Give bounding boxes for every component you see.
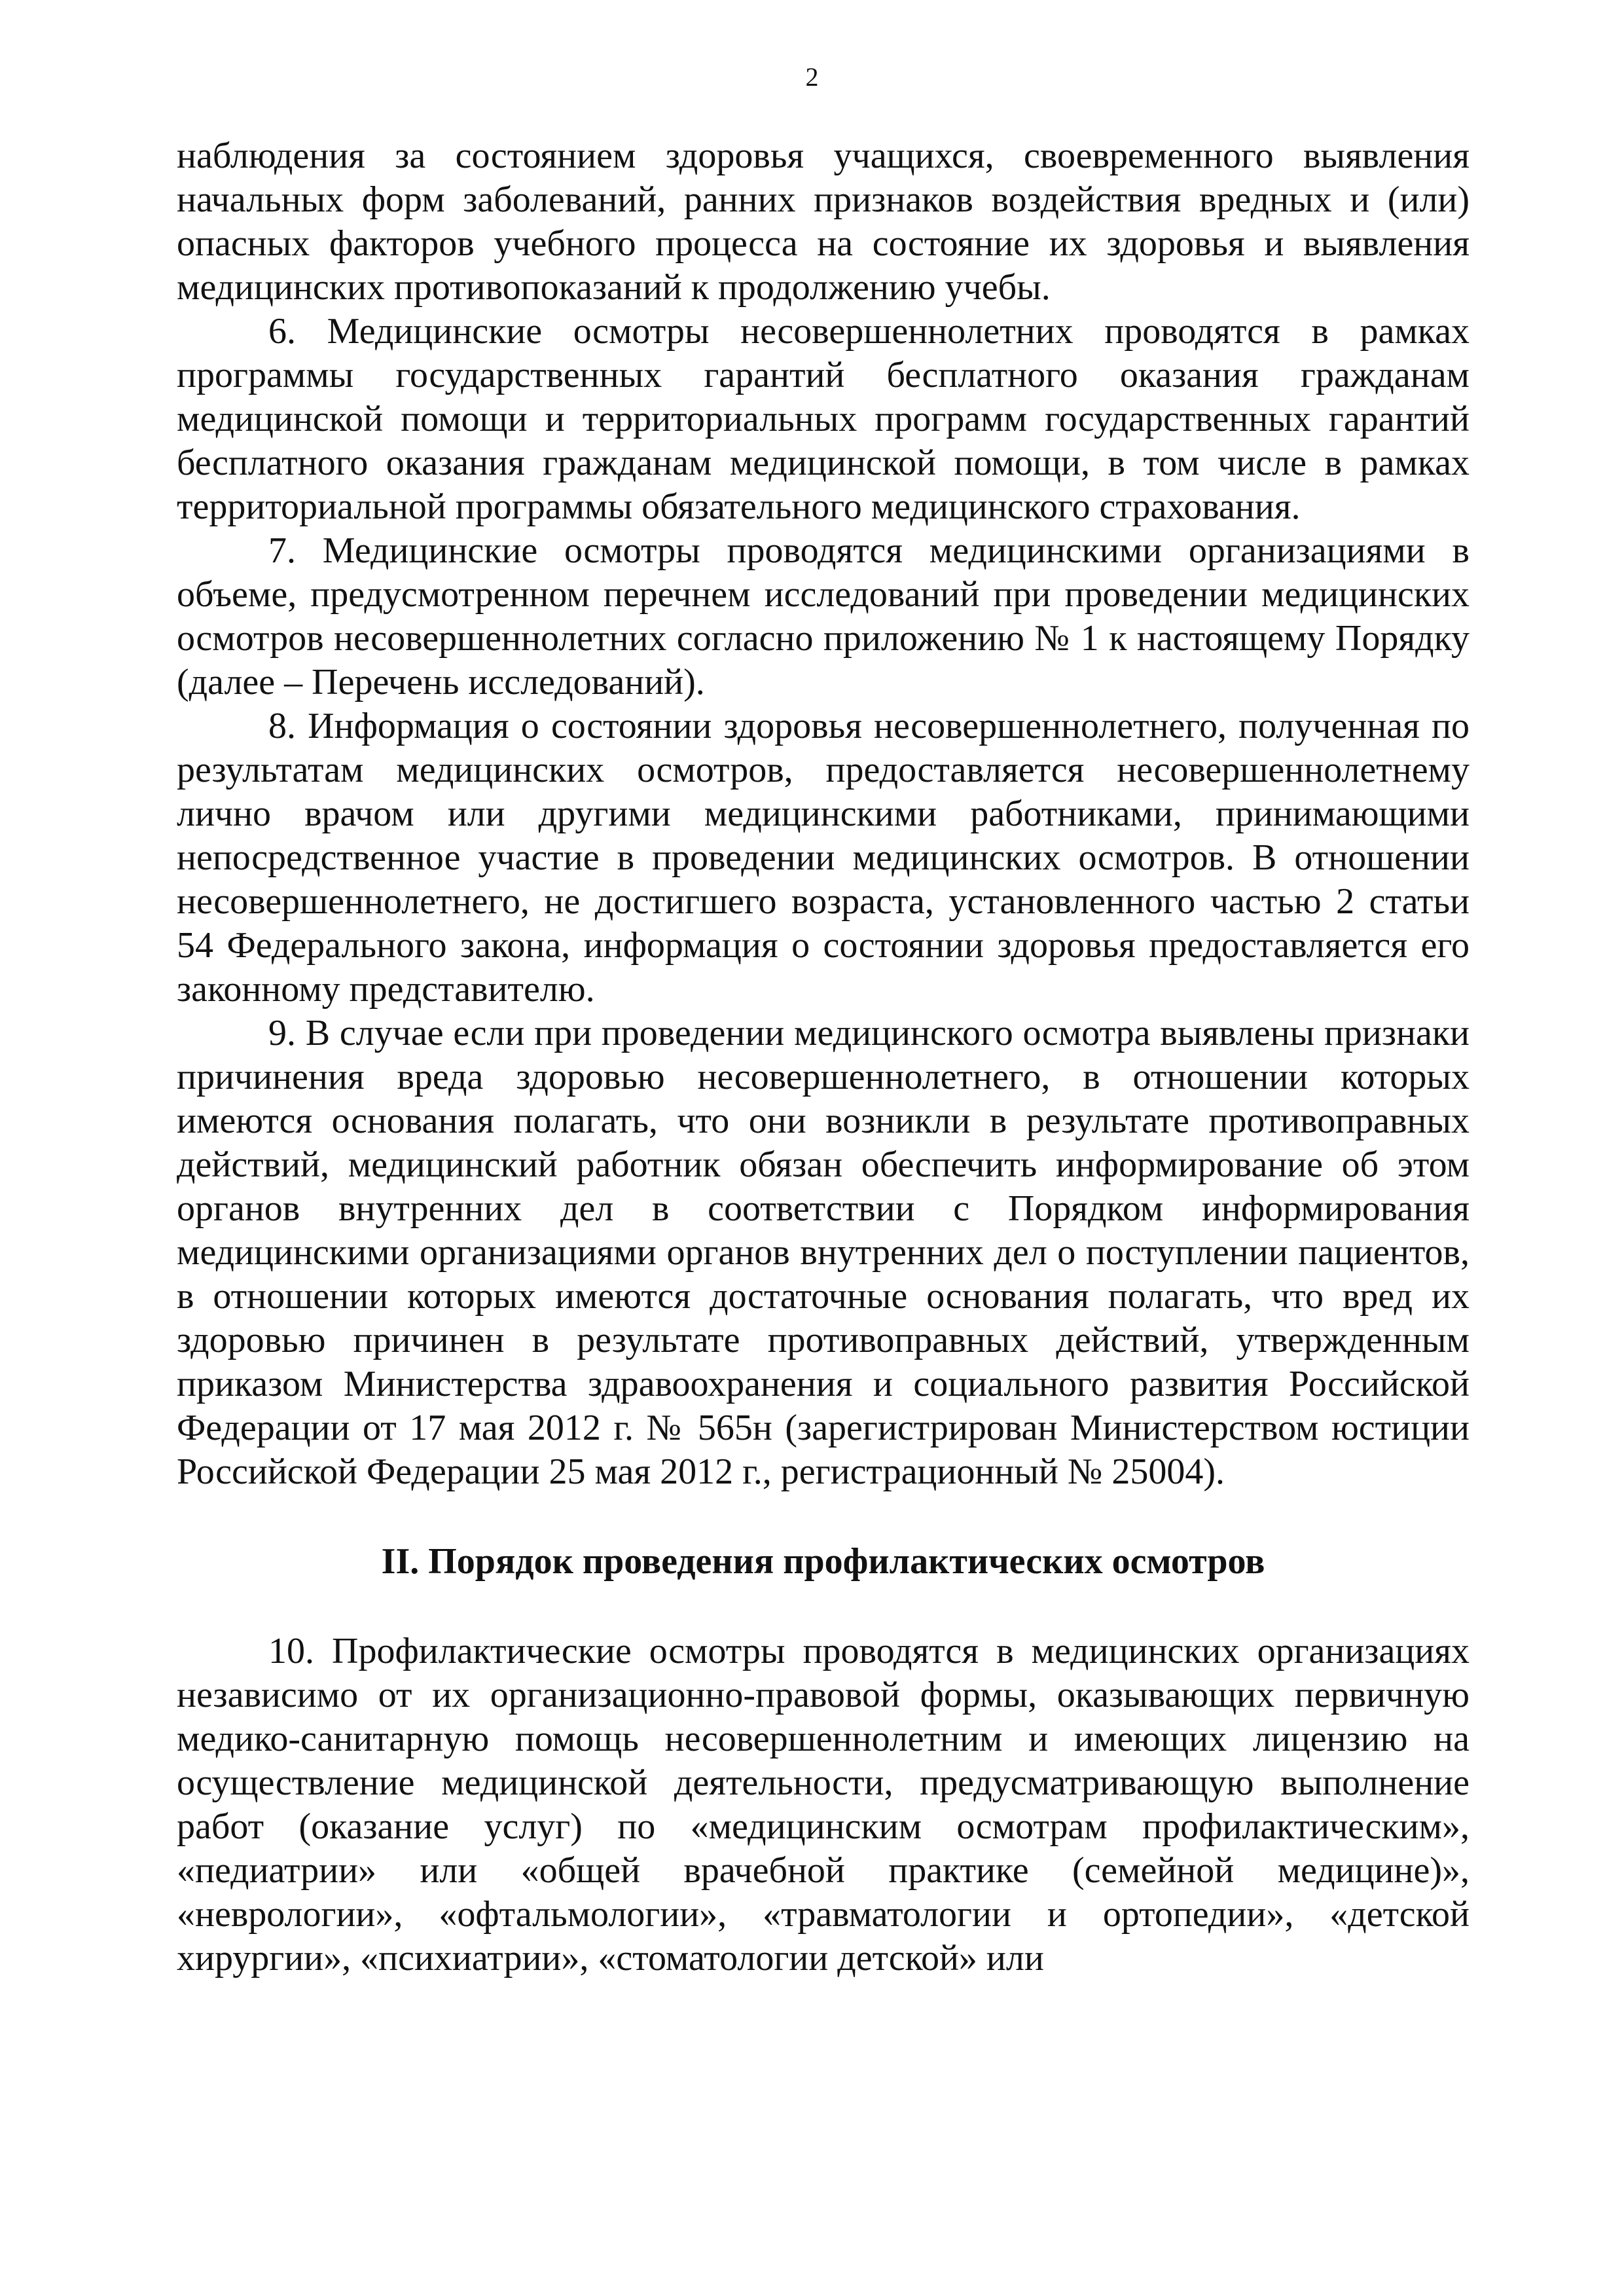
section-heading: II. Порядок проведения профилактических осмотров bbox=[381, 1541, 1265, 1582]
page-number: 2 bbox=[805, 62, 819, 92]
paragraph-item-10: 10. Профилактические осмотры проводятся в медицинских организациях независимо от их организационно-правовой формы, оказывающих первичную медико-санитарную помощь несовершеннолетним и имеющих лицензию на осуществление медицинской деятельности, предусматривающую выполнение работ (оказание услуг) по «медицинским осмотрам профилактическим», «педиатрии» или «общей врачебной практике (семейной медицине)», «неврологии», «офтальмологии», «травматологии и ортопедии», «детской хирургии», «психиатрии», «стоматологии детской» или bbox=[177, 1631, 1470, 1978]
paragraph-item-6: 6. Медицинские осмотры несовершеннолетних проводятся в рамках программы государственных гарантий бесплатного оказания гражданам медицинской помощи и территориальных программ государственных гарантий бесплатного оказания гражданам медицинской помощи, в том числе в рамках территориальной программы обязательного медицинского страхования. bbox=[177, 311, 1470, 527]
paragraph-item-9: 9. В случае если при проведении медицинского осмотра выявлены признаки причинения вреда здоровью несовершеннолетнего, в отношении которых имеются основания полагать, что они возникли в результате противоправных действий, медицинский работник обязан обеспечить информирование об этом органов внутренних дел в соответствии с Порядком информирования медицинскими организациями органов внутренних дел о поступлении пациентов, в отношении которых имеются достаточные основания полагать, что вред их здоровью причинен в результате противоправных действий, утвержденным приказом Министерства здравоохранения и социального развития Российской Федерации от 17 мая 2012 г. № 565н (зарегистрирован Министерством юстиции Российской Федерации 25 мая 2012 г., регистрационный № 25004). bbox=[177, 1013, 1470, 1492]
paragraph-continuation: наблюдения за состоянием здоровья учащихся, своевременного выявления начальных форм заболеваний, ранних признаков воздействия вредных и (или) опасных факторов учебного процесса на состояние их здоровья и выявления медицинских противопоказаний к продолжению учебы. bbox=[177, 136, 1470, 308]
paragraph-item-8: 8. Информация о состоянии здоровья несовершеннолетнего, полученная по результатам медицинских осмотров, предоставляется несовершеннолетнему лично врачом или другими медицинскими работниками, принимающими непосредственное участие в проведении медицинских осмотров. В отношении несовершеннолетнего, не достигшего возраста, установленного частью 2 статьи 54 Федерального закона, информация о состоянии здоровья предоставляется его законному представителю. bbox=[177, 706, 1470, 1010]
paragraph-item-7: 7. Медицинские осмотры проводятся медицинскими организациями в объеме, предусмотренном перечнем исследований при проведении медицинских осмотров несовершеннолетних согласно приложению № 1 к настоящему Порядку (далее – Перечень исследований). bbox=[177, 530, 1470, 702]
document-body bbox=[177, 134, 1470, 1980]
